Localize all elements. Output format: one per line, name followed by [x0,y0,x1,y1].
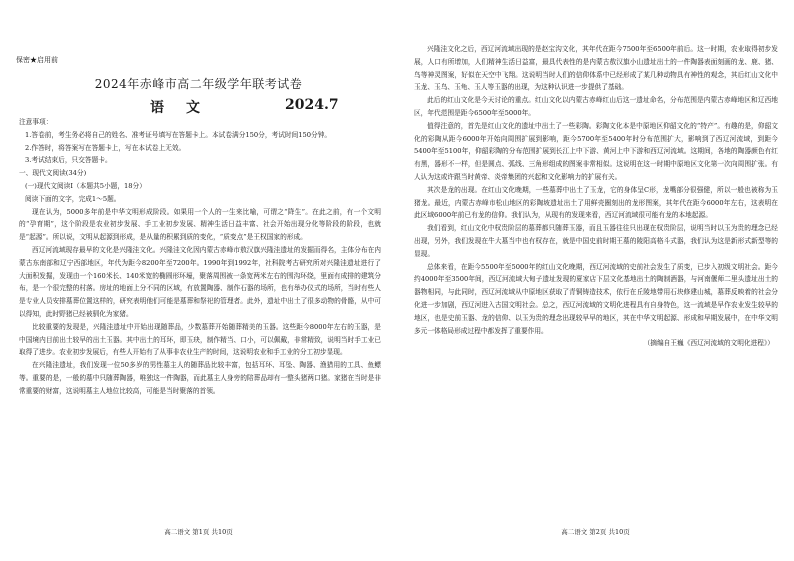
note-item-2: 2.作答时，将答案写在答题卡上，写在本试卷上无效。 [25,143,186,152]
passage-paragraph: 我们看到，红山文化中权贵阶层的墓葬都只随葬玉器，而且玉器往往只出现在权贵阶层，说明当时以玉为贵的理念已经出现，另外，我们发现在牛大墓当中也有权存在，就是中国史前时期王墓的陵阳高格斗式器，我们认为这是新形式新型等的显现。 [414,224,778,258]
section-heading: 一、现代文阅读(34分) [19,169,87,178]
page-footer: 高二语文 第1页 共10页 [164,528,233,536]
reading-instruction: 阅读下面的文字，完成1～5题。 [25,194,121,203]
subsection-heading: (一)现代文阅读Ⅰ（本题共5小题，18分） [25,181,146,190]
exam-date: 2024.7 [285,97,339,113]
passage-paragraph: 总体来看，在距今5500年至5000年的红山文化晚期，西辽河流域的史前社会发生了质变，已步入初级文明社会。距今约4000年至3500年间，西辽河流域大甸子遗址发现的夏家店下层文化基地出土的陶制酒器，与河南偃师二里头遗址出土的器物相同，与此同时，西辽河流域从中原地区获取了青铜铸造技术，依行在丘陵地带用石块修建山城，墓葬反映着的社会分化进一步加剧，西辽河进入古国文明社会。总之，西辽河流域的文明化进程具有自身特色，这一流域是早作农业发生较早的地区，也是史前玉器、龙的信仰、以玉为贵的理念出现较早早的地区，其在中华文明起源、形成和早期发展中，在中华文明多元一体格局形成过程中都发挥了重要作用。 [414,262,778,335]
subject-title: 语文 [150,100,222,116]
note-item-1: 1.答卷前，考生务必将自己的姓名、准考证号填写在答题卡上。本试卷满分150分，考试时间150分钟。 [25,130,332,139]
passage-paragraph: 现在认为，5000多年前是中华文明形成阶段。如果用一个人的一生来比喻，可谓之“降生”。在此之前，有一个文明的“孕育期”，这个阶段是农业初步发展、手工业初步发展、精神生活日益丰富、社会开始出现分化等阶段的阶段，也就是“起源”。所以说，文明从起源到形成，是从量的积累到质的变化，“质变点”是王权国家的形成。 [19,207,381,242]
right-text-block [414,43,778,350]
page-footer: 高二语文 第2页 共10页 [561,528,630,536]
right-page [397,0,794,561]
source-citation: （摘编自王巍《西辽河流域的文明化进程》） [643,339,774,348]
passage-paragraph: 值得注意的，首先是红山文化的遗址中出土了一些彩陶。彩陶文化本是中原地区仰韶文化的“特产”。有趣的是，仰韶文化的彩陶从距今6000年开始向周围扩展到影响，距今5700年至5400年时分布范围扩大，影响到了西辽河流域，到距今5400年至5100年，仰韶彩陶的分布范围扩展到长江上中下游、黄河上中下游和西辽河流域。这期间，各地的陶器颜色有红有黑，器形不一样，但是圆点、弧线、三角形组成的图案非常相似。这说明在这一时期中原地区文化第一次向周围扩张。有人认为这或许跟当时黄帝、炎帝集团的兴起和文化影响力的扩展有关。 [414,121,778,181]
passage-paragraph: 其次是龙的出现。在红山文化晚期，一些墓葬中出土了玉龙，它的身体呈C形，龙嘴部分很强健，所以一般也被称为玉猪龙。最近，内蒙古赤峰市松山地区的彩陶坡遗址出土了用鲜壳圈刻出的龙形图案，其年代在距今6000年左右，这表明在此区域6000年前已有龙的信仰。我们认为，从现有的发现来看，西辽河流域很可能有龙的本地起源。 [414,185,778,220]
confidential-label: 保密★启用前 [16,56,58,64]
notes-heading: 注意事项： [19,118,53,126]
passage-paragraph: 此后的红山文化是今天讨论的重点。红山文化以内蒙古赤峰红山后这一遗址命名，分布范围是内蒙古赤峰地区和辽西地区，年代范围是距今6500年至5000年。 [414,96,778,117]
note-item-3: 3.考试结束后，只交答题卡。 [25,156,112,165]
exam-title: 2024年赤峰市高二年级学年联考试卷 [94,77,303,91]
passage-paragraph: 兴隆洼文化之后，西辽河流域出现的是赵宝沟文化，其年代在距今7500年至6500年前后。这一时期，农业取得初步发展，人口有所增加，人们精神生活日益富，最具代表性的是内蒙古敖汉旗小山遗址出土的一件陶器表面刻画的龙、鹿、猪、鸟等神灵图案，好似在天空中飞翔。这说明当时人们的信仰体系中已经形成了某几种动物具有神性的观念，其后红山文化中玉龙、玉鸟、玉龟、玉人等玉器的出现，为这种认识进一步提供了基础。 [414,45,778,92]
passage-paragraph: 西辽河流域现存最早的文化是兴隆洼文化。兴隆洼文化因内蒙古赤峰市敖汉旗兴隆洼遗址的发掘而得名，主体分布在内蒙古东南部和辽宁西部地区，年代为距今8200年至7200年。1990年到1992年，社科院考古研究所对兴隆洼遗址进行了大面积发掘，发现由一个160米长、140米宽的椭圆形环壕，聚落周围被一条宽两米左右的围沟环绕，里面有成排的建筑分布，是一个很完整的村落。房址的地面上分不同的区域，有放置陶器、制作石器的场所，也有举办仪式的场所，当时有些人是专业人员安排墓葬位置这样的，研究表明他们可能是墓葬和祭祀的管理者。此外，遗址中出土了很多动物的骨骼，从中可以得知，此时野猪已经被驯化为家猪。 [19,245,381,318]
left-text-block [19,116,381,398]
passage-paragraph: 在兴隆洼遗址，我们发现一位50多岁的男性墓主人的随葬品比较丰富，包括耳环、耳坠、陶器、渔猎用的工具、鱼鳔等。重要的是，一般的墓中只随葬陶器，唯独这一件陶器，而此墓主人身旁的陪葬品却有一整头猪两口猪。家猪在当时是非常重要的财富，这说明墓主人地位比较高，可能是当时聚落的首领。 [19,361,381,395]
passage-paragraph: 比较重要的发现是，兴隆洼遗址中开始出现随葬品，少数墓葬开始随葬精美的玉器。这些距今8000年左右的玉器，是中国境内目前出土较早的出土玉器。其中出土的耳环，即玉玦，制作精当、口小，可以佩戴，非常精致，说明当时手工业已取得了进步。农业初步发展后，有些人开始有了从事非农业生产的时间，这说明农业和手工业的分工初步显现。 [19,322,381,357]
